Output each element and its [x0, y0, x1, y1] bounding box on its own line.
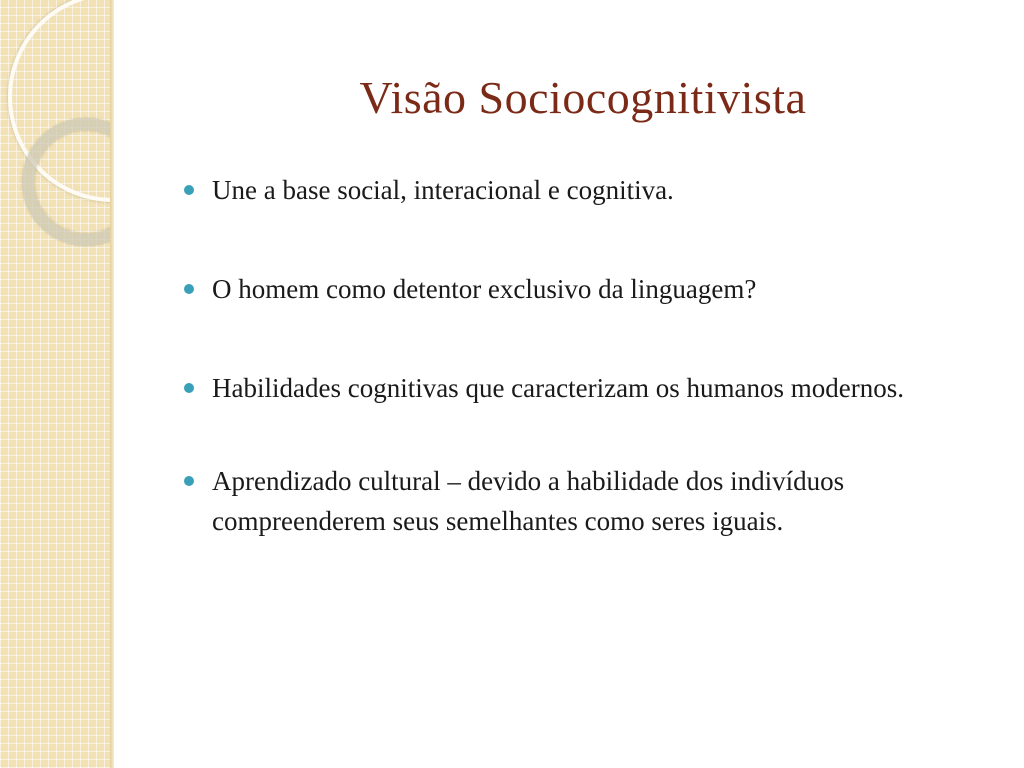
bullet-item: [184, 269, 990, 309]
bullet-text: Une a base social, interacional e cognitiva.: [212, 175, 674, 205]
slide-title: Visão Sociocognitivista: [359, 72, 807, 123]
sidebar-edge: [110, 0, 114, 768]
bullet-dot-icon: [184, 383, 194, 393]
bullet-dot-icon: [184, 476, 194, 486]
bullet-list: [184, 170, 990, 600]
bullet-item: [184, 368, 990, 408]
bullet-text: Aprendizado cultural – devido a habilidade dos indivíduos compreenderem seus semelhantes como seres iguais.: [212, 466, 845, 536]
bullet-dot-icon: [184, 185, 194, 195]
bullet-text: Habilidades cognitivas que caracterizam os humanos modernos.: [212, 373, 905, 403]
bullet-dot-icon: [184, 284, 194, 294]
bullet-text: O homem como detentor exclusivo da linguagem?: [212, 274, 757, 304]
decorative-sidebar: [0, 0, 112, 768]
bullet-item: [184, 461, 990, 541]
bullet-item: [184, 170, 990, 210]
